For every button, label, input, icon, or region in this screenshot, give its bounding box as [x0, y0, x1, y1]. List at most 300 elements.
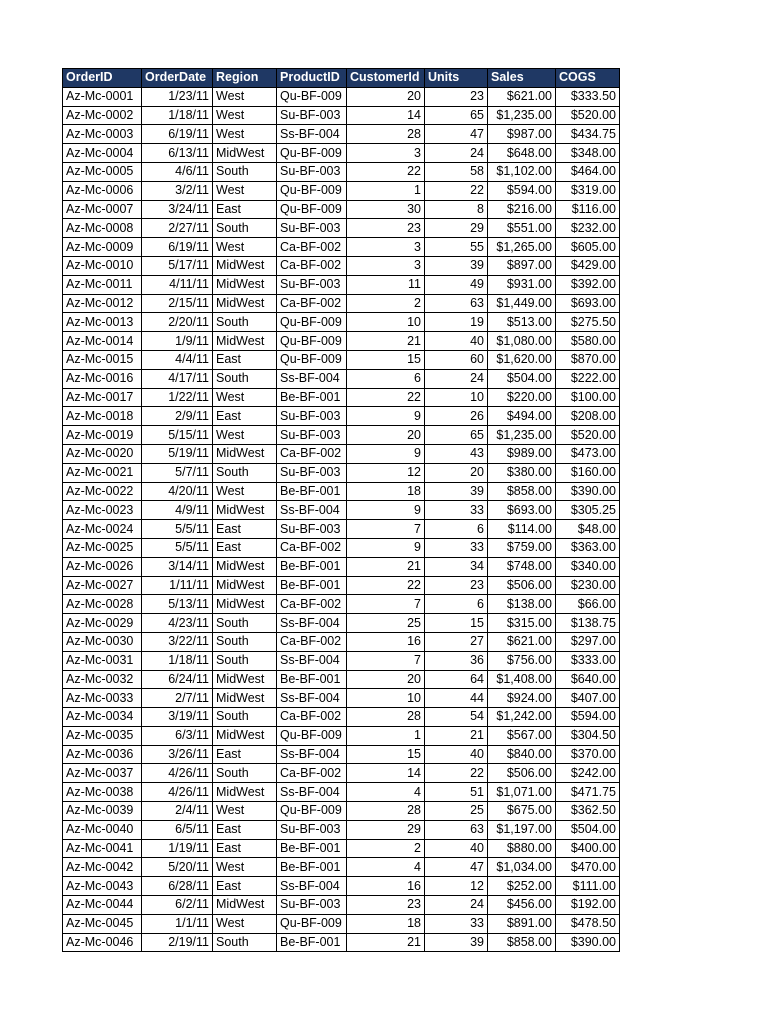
cell-region[interactable]: West: [213, 106, 277, 125]
cell-region[interactable]: South: [213, 708, 277, 727]
cell-orderid[interactable]: Az-Mc-0005: [63, 162, 142, 181]
cell-productid[interactable]: Ss-BF-004: [277, 689, 347, 708]
cell-orderid[interactable]: Az-Mc-0046: [63, 933, 142, 952]
cell-units[interactable]: 21: [425, 726, 488, 745]
cell-cogs[interactable]: $464.00: [556, 162, 620, 181]
cell-customerid[interactable]: 7: [347, 651, 425, 670]
cell-units[interactable]: 23: [425, 576, 488, 595]
cell-units[interactable]: 51: [425, 783, 488, 802]
cell-orderdate[interactable]: 4/20/11: [142, 482, 213, 501]
cell-customerid[interactable]: 7: [347, 595, 425, 614]
cell-region[interactable]: West: [213, 858, 277, 877]
cell-productid[interactable]: Qu-BF-009: [277, 350, 347, 369]
cell-units[interactable]: 24: [425, 896, 488, 915]
cell-cogs[interactable]: $478.50: [556, 914, 620, 933]
cell-sales[interactable]: $594.00: [488, 181, 556, 200]
cell-orderdate[interactable]: 6/2/11: [142, 896, 213, 915]
cell-units[interactable]: 24: [425, 144, 488, 163]
cell-customerid[interactable]: 1: [347, 726, 425, 745]
cell-orderdate[interactable]: 4/26/11: [142, 764, 213, 783]
cell-cogs[interactable]: $362.50: [556, 802, 620, 821]
cell-productid[interactable]: Qu-BF-009: [277, 802, 347, 821]
cell-productid[interactable]: Su-BF-003: [277, 275, 347, 294]
cell-units[interactable]: 49: [425, 275, 488, 294]
cell-region[interactable]: South: [213, 162, 277, 181]
cell-region[interactable]: MidWest: [213, 896, 277, 915]
cell-orderid[interactable]: Az-Mc-0033: [63, 689, 142, 708]
cell-productid[interactable]: Ca-BF-002: [277, 444, 347, 463]
cell-cogs[interactable]: $66.00: [556, 595, 620, 614]
cell-productid[interactable]: Ca-BF-002: [277, 256, 347, 275]
cell-customerid[interactable]: 28: [347, 802, 425, 821]
cell-orderid[interactable]: Az-Mc-0026: [63, 557, 142, 576]
cell-orderdate[interactable]: 1/18/11: [142, 106, 213, 125]
cell-region[interactable]: West: [213, 181, 277, 200]
cell-customerid[interactable]: 2: [347, 294, 425, 313]
cell-units[interactable]: 27: [425, 632, 488, 651]
cell-sales[interactable]: $504.00: [488, 369, 556, 388]
cell-region[interactable]: East: [213, 839, 277, 858]
cell-sales[interactable]: $880.00: [488, 839, 556, 858]
cell-orderid[interactable]: Az-Mc-0020: [63, 444, 142, 463]
cell-units[interactable]: 20: [425, 463, 488, 482]
cell-orderdate[interactable]: 6/24/11: [142, 670, 213, 689]
cell-region[interactable]: MidWest: [213, 332, 277, 351]
cell-customerid[interactable]: 20: [347, 426, 425, 445]
cell-sales[interactable]: $989.00: [488, 444, 556, 463]
cell-orderid[interactable]: Az-Mc-0015: [63, 350, 142, 369]
cell-units[interactable]: 15: [425, 614, 488, 633]
cell-sales[interactable]: $456.00: [488, 896, 556, 915]
cell-region[interactable]: MidWest: [213, 595, 277, 614]
cell-units[interactable]: 24: [425, 369, 488, 388]
cell-orderdate[interactable]: 4/6/11: [142, 162, 213, 181]
cell-orderid[interactable]: Az-Mc-0031: [63, 651, 142, 670]
cell-customerid[interactable]: 2: [347, 839, 425, 858]
cell-sales[interactable]: $315.00: [488, 614, 556, 633]
cell-productid[interactable]: Su-BF-003: [277, 896, 347, 915]
cell-units[interactable]: 63: [425, 820, 488, 839]
cell-productid[interactable]: Ss-BF-004: [277, 745, 347, 764]
cell-productid[interactable]: Be-BF-001: [277, 670, 347, 689]
cell-region[interactable]: West: [213, 87, 277, 106]
cell-customerid[interactable]: 16: [347, 632, 425, 651]
cell-orderdate[interactable]: 1/18/11: [142, 651, 213, 670]
cell-orderdate[interactable]: 5/17/11: [142, 256, 213, 275]
cell-sales[interactable]: $759.00: [488, 538, 556, 557]
cell-productid[interactable]: Be-BF-001: [277, 839, 347, 858]
cell-orderdate[interactable]: 5/7/11: [142, 463, 213, 482]
cell-sales[interactable]: $252.00: [488, 877, 556, 896]
cell-cogs[interactable]: $305.25: [556, 501, 620, 520]
cell-productid[interactable]: Be-BF-001: [277, 388, 347, 407]
cell-units[interactable]: 23: [425, 87, 488, 106]
cell-cogs[interactable]: $390.00: [556, 933, 620, 952]
cell-orderid[interactable]: Az-Mc-0045: [63, 914, 142, 933]
cell-orderdate[interactable]: 5/13/11: [142, 595, 213, 614]
cell-cogs[interactable]: $333.00: [556, 651, 620, 670]
cell-region[interactable]: MidWest: [213, 576, 277, 595]
cell-cogs[interactable]: $471.75: [556, 783, 620, 802]
cell-productid[interactable]: Ca-BF-002: [277, 294, 347, 313]
cell-orderdate[interactable]: 1/1/11: [142, 914, 213, 933]
cell-sales[interactable]: $1,620.00: [488, 350, 556, 369]
cell-region[interactable]: MidWest: [213, 444, 277, 463]
header-cogs[interactable]: COGS: [556, 69, 620, 88]
cell-region[interactable]: East: [213, 200, 277, 219]
cell-orderdate[interactable]: 3/14/11: [142, 557, 213, 576]
cell-region[interactable]: MidWest: [213, 294, 277, 313]
cell-orderdate[interactable]: 2/19/11: [142, 933, 213, 952]
cell-productid[interactable]: Qu-BF-009: [277, 181, 347, 200]
cell-orderid[interactable]: Az-Mc-0010: [63, 256, 142, 275]
cell-units[interactable]: 6: [425, 595, 488, 614]
cell-units[interactable]: 29: [425, 219, 488, 238]
cell-orderid[interactable]: Az-Mc-0022: [63, 482, 142, 501]
cell-orderid[interactable]: Az-Mc-0009: [63, 238, 142, 257]
cell-region[interactable]: MidWest: [213, 726, 277, 745]
cell-units[interactable]: 12: [425, 877, 488, 896]
cell-customerid[interactable]: 7: [347, 520, 425, 539]
cell-region[interactable]: East: [213, 407, 277, 426]
cell-units[interactable]: 47: [425, 858, 488, 877]
cell-customerid[interactable]: 20: [347, 87, 425, 106]
cell-region[interactable]: MidWest: [213, 501, 277, 520]
cell-customerid[interactable]: 25: [347, 614, 425, 633]
cell-units[interactable]: 39: [425, 933, 488, 952]
cell-customerid[interactable]: 21: [347, 332, 425, 351]
cell-orderid[interactable]: Az-Mc-0008: [63, 219, 142, 238]
cell-productid[interactable]: Be-BF-001: [277, 576, 347, 595]
cell-customerid[interactable]: 18: [347, 482, 425, 501]
cell-units[interactable]: 63: [425, 294, 488, 313]
cell-orderid[interactable]: Az-Mc-0028: [63, 595, 142, 614]
cell-orderid[interactable]: Az-Mc-0034: [63, 708, 142, 727]
cell-orderdate[interactable]: 4/17/11: [142, 369, 213, 388]
cell-units[interactable]: 36: [425, 651, 488, 670]
cell-orderid[interactable]: Az-Mc-0002: [63, 106, 142, 125]
cell-units[interactable]: 10: [425, 388, 488, 407]
cell-cogs[interactable]: $192.00: [556, 896, 620, 915]
cell-customerid[interactable]: 10: [347, 689, 425, 708]
cell-sales[interactable]: $1,071.00: [488, 783, 556, 802]
cell-region[interactable]: South: [213, 219, 277, 238]
cell-orderdate[interactable]: 6/13/11: [142, 144, 213, 163]
cell-customerid[interactable]: 10: [347, 313, 425, 332]
cell-productid[interactable]: Be-BF-001: [277, 858, 347, 877]
cell-units[interactable]: 33: [425, 538, 488, 557]
cell-sales[interactable]: $1,449.00: [488, 294, 556, 313]
header-productid[interactable]: ProductID: [277, 69, 347, 88]
cell-orderdate[interactable]: 5/20/11: [142, 858, 213, 877]
cell-orderdate[interactable]: 5/19/11: [142, 444, 213, 463]
cell-orderdate[interactable]: 6/3/11: [142, 726, 213, 745]
cell-cogs[interactable]: $390.00: [556, 482, 620, 501]
cell-orderid[interactable]: Az-Mc-0040: [63, 820, 142, 839]
cell-units[interactable]: 40: [425, 745, 488, 764]
cell-orderid[interactable]: Az-Mc-0017: [63, 388, 142, 407]
cell-sales[interactable]: $858.00: [488, 482, 556, 501]
cell-customerid[interactable]: 22: [347, 162, 425, 181]
cell-region[interactable]: East: [213, 820, 277, 839]
cell-cogs[interactable]: $870.00: [556, 350, 620, 369]
cell-orderid[interactable]: Az-Mc-0018: [63, 407, 142, 426]
cell-productid[interactable]: Ss-BF-004: [277, 783, 347, 802]
cell-customerid[interactable]: 22: [347, 388, 425, 407]
cell-customerid[interactable]: 6: [347, 369, 425, 388]
cell-region[interactable]: East: [213, 538, 277, 557]
cell-orderdate[interactable]: 4/9/11: [142, 501, 213, 520]
cell-sales[interactable]: $1,080.00: [488, 332, 556, 351]
cell-productid[interactable]: Ss-BF-004: [277, 877, 347, 896]
cell-cogs[interactable]: $434.75: [556, 125, 620, 144]
cell-region[interactable]: East: [213, 745, 277, 764]
cell-orderid[interactable]: Az-Mc-0024: [63, 520, 142, 539]
cell-cogs[interactable]: $242.00: [556, 764, 620, 783]
header-orderid[interactable]: OrderID: [63, 69, 142, 88]
cell-sales[interactable]: $513.00: [488, 313, 556, 332]
cell-region[interactable]: MidWest: [213, 144, 277, 163]
cell-orderdate[interactable]: 6/19/11: [142, 125, 213, 144]
cell-sales[interactable]: $216.00: [488, 200, 556, 219]
cell-region[interactable]: West: [213, 125, 277, 144]
cell-sales[interactable]: $1,235.00: [488, 106, 556, 125]
cell-orderdate[interactable]: 4/26/11: [142, 783, 213, 802]
cell-cogs[interactable]: $160.00: [556, 463, 620, 482]
cell-sales[interactable]: $506.00: [488, 576, 556, 595]
cell-units[interactable]: 19: [425, 313, 488, 332]
cell-sales[interactable]: $551.00: [488, 219, 556, 238]
cell-orderid[interactable]: Az-Mc-0013: [63, 313, 142, 332]
cell-productid[interactable]: Su-BF-003: [277, 820, 347, 839]
cell-customerid[interactable]: 30: [347, 200, 425, 219]
cell-region[interactable]: West: [213, 914, 277, 933]
cell-orderdate[interactable]: 6/28/11: [142, 877, 213, 896]
cell-cogs[interactable]: $473.00: [556, 444, 620, 463]
cell-customerid[interactable]: 9: [347, 444, 425, 463]
cell-customerid[interactable]: 12: [347, 463, 425, 482]
cell-customerid[interactable]: 14: [347, 106, 425, 125]
cell-cogs[interactable]: $594.00: [556, 708, 620, 727]
cell-sales[interactable]: $675.00: [488, 802, 556, 821]
cell-orderdate[interactable]: 2/7/11: [142, 689, 213, 708]
cell-orderdate[interactable]: 3/19/11: [142, 708, 213, 727]
cell-orderdate[interactable]: 4/23/11: [142, 614, 213, 633]
cell-productid[interactable]: Su-BF-003: [277, 106, 347, 125]
cell-cogs[interactable]: $520.00: [556, 426, 620, 445]
cell-cogs[interactable]: $640.00: [556, 670, 620, 689]
cell-units[interactable]: 40: [425, 839, 488, 858]
cell-orderid[interactable]: Az-Mc-0039: [63, 802, 142, 821]
cell-region[interactable]: East: [213, 520, 277, 539]
cell-sales[interactable]: $494.00: [488, 407, 556, 426]
cell-cogs[interactable]: $348.00: [556, 144, 620, 163]
cell-orderid[interactable]: Az-Mc-0037: [63, 764, 142, 783]
cell-sales[interactable]: $621.00: [488, 87, 556, 106]
cell-customerid[interactable]: 14: [347, 764, 425, 783]
cell-orderid[interactable]: Az-Mc-0025: [63, 538, 142, 557]
cell-cogs[interactable]: $333.50: [556, 87, 620, 106]
cell-orderid[interactable]: Az-Mc-0027: [63, 576, 142, 595]
header-sales[interactable]: Sales: [488, 69, 556, 88]
cell-cogs[interactable]: $370.00: [556, 745, 620, 764]
cell-sales[interactable]: $840.00: [488, 745, 556, 764]
cell-region[interactable]: South: [213, 933, 277, 952]
cell-orderid[interactable]: Az-Mc-0035: [63, 726, 142, 745]
cell-units[interactable]: 44: [425, 689, 488, 708]
cell-orderdate[interactable]: 2/9/11: [142, 407, 213, 426]
cell-productid[interactable]: Be-BF-001: [277, 933, 347, 952]
cell-customerid[interactable]: 20: [347, 670, 425, 689]
header-customerid[interactable]: CustomerId: [347, 69, 425, 88]
cell-sales[interactable]: $931.00: [488, 275, 556, 294]
cell-sales[interactable]: $858.00: [488, 933, 556, 952]
cell-units[interactable]: 6: [425, 520, 488, 539]
cell-orderdate[interactable]: 3/22/11: [142, 632, 213, 651]
cell-units[interactable]: 64: [425, 670, 488, 689]
cell-units[interactable]: 34: [425, 557, 488, 576]
cell-productid[interactable]: Qu-BF-009: [277, 914, 347, 933]
cell-cogs[interactable]: $605.00: [556, 238, 620, 257]
cell-cogs[interactable]: $392.00: [556, 275, 620, 294]
cell-units[interactable]: 43: [425, 444, 488, 463]
cell-orderdate[interactable]: 6/19/11: [142, 238, 213, 257]
cell-orderid[interactable]: Az-Mc-0016: [63, 369, 142, 388]
cell-units[interactable]: 60: [425, 350, 488, 369]
cell-region[interactable]: East: [213, 350, 277, 369]
cell-sales[interactable]: $567.00: [488, 726, 556, 745]
cell-orderdate[interactable]: 4/4/11: [142, 350, 213, 369]
cell-productid[interactable]: Su-BF-003: [277, 219, 347, 238]
cell-orderdate[interactable]: 1/19/11: [142, 839, 213, 858]
cell-sales[interactable]: $1,197.00: [488, 820, 556, 839]
cell-orderid[interactable]: Az-Mc-0021: [63, 463, 142, 482]
cell-customerid[interactable]: 9: [347, 501, 425, 520]
cell-units[interactable]: 26: [425, 407, 488, 426]
cell-orderid[interactable]: Az-Mc-0003: [63, 125, 142, 144]
cell-orderdate[interactable]: 2/27/11: [142, 219, 213, 238]
cell-units[interactable]: 39: [425, 256, 488, 275]
cell-orderid[interactable]: Az-Mc-0023: [63, 501, 142, 520]
cell-region[interactable]: MidWest: [213, 689, 277, 708]
cell-customerid[interactable]: 15: [347, 745, 425, 764]
cell-cogs[interactable]: $429.00: [556, 256, 620, 275]
cell-orderid[interactable]: Az-Mc-0044: [63, 896, 142, 915]
cell-region[interactable]: MidWest: [213, 670, 277, 689]
cell-cogs[interactable]: $232.00: [556, 219, 620, 238]
cell-sales[interactable]: $897.00: [488, 256, 556, 275]
cell-sales[interactable]: $648.00: [488, 144, 556, 163]
cell-orderdate[interactable]: 2/4/11: [142, 802, 213, 821]
cell-sales[interactable]: $1,235.00: [488, 426, 556, 445]
cell-orderid[interactable]: Az-Mc-0012: [63, 294, 142, 313]
cell-cogs[interactable]: $693.00: [556, 294, 620, 313]
header-units[interactable]: Units: [425, 69, 488, 88]
cell-customerid[interactable]: 3: [347, 144, 425, 163]
cell-cogs[interactable]: $580.00: [556, 332, 620, 351]
header-orderdate[interactable]: OrderDate: [142, 69, 213, 88]
cell-orderdate[interactable]: 3/26/11: [142, 745, 213, 764]
cell-customerid[interactable]: 21: [347, 557, 425, 576]
cell-units[interactable]: 65: [425, 106, 488, 125]
cell-customerid[interactable]: 18: [347, 914, 425, 933]
cell-productid[interactable]: Qu-BF-009: [277, 726, 347, 745]
cell-region[interactable]: South: [213, 313, 277, 332]
cell-productid[interactable]: Ca-BF-002: [277, 238, 347, 257]
cell-region[interactable]: South: [213, 369, 277, 388]
cell-customerid[interactable]: 16: [347, 877, 425, 896]
cell-orderid[interactable]: Az-Mc-0007: [63, 200, 142, 219]
cell-customerid[interactable]: 29: [347, 820, 425, 839]
cell-cogs[interactable]: $222.00: [556, 369, 620, 388]
cell-units[interactable]: 58: [425, 162, 488, 181]
cell-units[interactable]: 39: [425, 482, 488, 501]
cell-cogs[interactable]: $340.00: [556, 557, 620, 576]
cell-productid[interactable]: Ss-BF-004: [277, 651, 347, 670]
cell-orderid[interactable]: Az-Mc-0032: [63, 670, 142, 689]
cell-cogs[interactable]: $138.75: [556, 614, 620, 633]
cell-region[interactable]: South: [213, 764, 277, 783]
cell-region[interactable]: East: [213, 877, 277, 896]
cell-customerid[interactable]: 11: [347, 275, 425, 294]
cell-region[interactable]: West: [213, 238, 277, 257]
cell-orderid[interactable]: Az-Mc-0014: [63, 332, 142, 351]
cell-orderdate[interactable]: 2/20/11: [142, 313, 213, 332]
cell-sales[interactable]: $138.00: [488, 595, 556, 614]
cell-customerid[interactable]: 28: [347, 708, 425, 727]
cell-orderdate[interactable]: 6/5/11: [142, 820, 213, 839]
cell-orderid[interactable]: Az-Mc-0030: [63, 632, 142, 651]
cell-orderid[interactable]: Az-Mc-0006: [63, 181, 142, 200]
cell-region[interactable]: MidWest: [213, 256, 277, 275]
cell-region[interactable]: West: [213, 426, 277, 445]
cell-customerid[interactable]: 1: [347, 181, 425, 200]
cell-units[interactable]: 33: [425, 914, 488, 933]
cell-units[interactable]: 33: [425, 501, 488, 520]
cell-orderdate[interactable]: 4/11/11: [142, 275, 213, 294]
cell-orderdate[interactable]: 1/23/11: [142, 87, 213, 106]
cell-cogs[interactable]: $275.50: [556, 313, 620, 332]
cell-sales[interactable]: $1,265.00: [488, 238, 556, 257]
cell-productid[interactable]: Ca-BF-002: [277, 595, 347, 614]
cell-units[interactable]: 25: [425, 802, 488, 821]
cell-productid[interactable]: Su-BF-003: [277, 520, 347, 539]
cell-orderdate[interactable]: 5/15/11: [142, 426, 213, 445]
cell-productid[interactable]: Su-BF-003: [277, 426, 347, 445]
cell-cogs[interactable]: $48.00: [556, 520, 620, 539]
cell-sales[interactable]: $693.00: [488, 501, 556, 520]
cell-cogs[interactable]: $407.00: [556, 689, 620, 708]
cell-cogs[interactable]: $208.00: [556, 407, 620, 426]
cell-region[interactable]: West: [213, 802, 277, 821]
cell-region[interactable]: MidWest: [213, 557, 277, 576]
cell-sales[interactable]: $114.00: [488, 520, 556, 539]
cell-units[interactable]: 55: [425, 238, 488, 257]
cell-productid[interactable]: Qu-BF-009: [277, 144, 347, 163]
cell-region[interactable]: West: [213, 482, 277, 501]
cell-units[interactable]: 22: [425, 181, 488, 200]
cell-orderdate[interactable]: 1/11/11: [142, 576, 213, 595]
cell-orderdate[interactable]: 5/5/11: [142, 520, 213, 539]
cell-customerid[interactable]: 4: [347, 783, 425, 802]
cell-orderid[interactable]: Az-Mc-0038: [63, 783, 142, 802]
cell-orderdate[interactable]: 2/15/11: [142, 294, 213, 313]
cell-cogs[interactable]: $304.50: [556, 726, 620, 745]
cell-sales[interactable]: $380.00: [488, 463, 556, 482]
cell-productid[interactable]: Qu-BF-009: [277, 87, 347, 106]
cell-sales[interactable]: $1,408.00: [488, 670, 556, 689]
cell-productid[interactable]: Ca-BF-002: [277, 708, 347, 727]
